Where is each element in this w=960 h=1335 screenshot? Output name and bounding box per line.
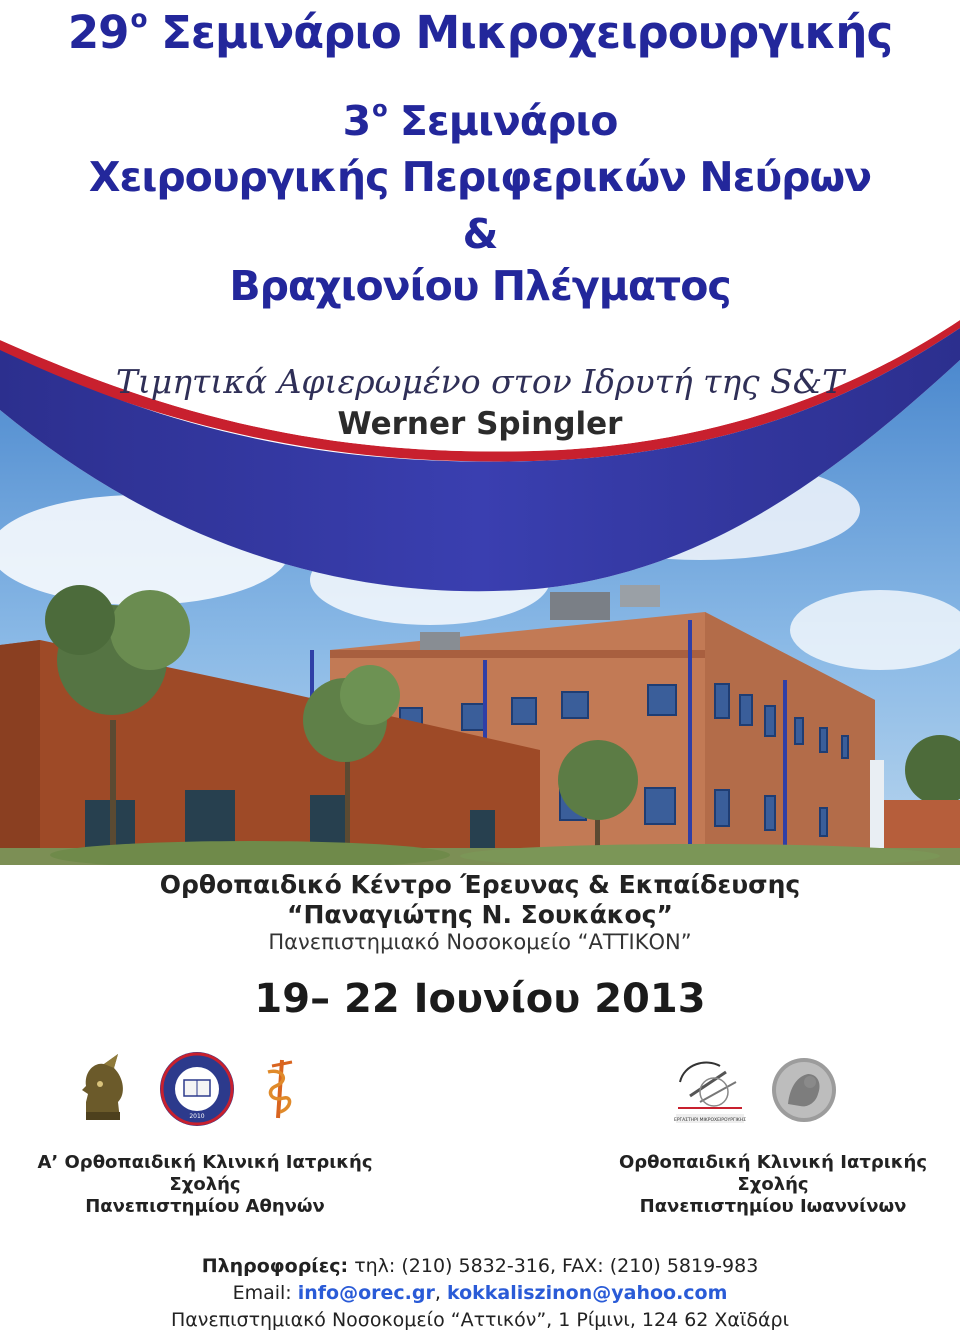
- subtitle-seminar-ordinal: ο: [372, 96, 387, 122]
- athens-clinic-line-2: Πανεπιστημίου Αθηνών: [85, 1196, 325, 1217]
- athens-clinic: [20, 1152, 390, 1218]
- info-label: Πληροφορίες:: [201, 1255, 349, 1277]
- title-line-2: [0, 96, 960, 145]
- contact-phone: [0, 1255, 960, 1277]
- phone-fax: τηλ: (210) 5832-316, FAX: (210) 5819-983: [354, 1255, 759, 1277]
- ioannina-clinic-line-2: Πανεπιστημίου Ιωαννίνων: [639, 1196, 907, 1217]
- contact-address: Πανεπιστημιακό Νοσοκομείο “Αττικόν”, 1 Ρίμινι, 124 62 Χαϊδάρι: [170, 1309, 790, 1331]
- ioannina-clinic-line-1: Ορθοπαιδική Κλινική Ιατρικής Σχολής: [618, 1152, 927, 1195]
- seal-year: 2010: [189, 1113, 205, 1120]
- athens-clinic-line-1: Α’ Ορθοπαιδική Κλινική Ιατρικής Σχολής: [37, 1152, 373, 1195]
- email-label: Email:: [232, 1282, 292, 1304]
- microsurgery-lab-logo: [670, 1052, 750, 1126]
- title-line-1: [0, 4, 960, 59]
- event-dates: 19– 22 Ιουνίου 2013: [254, 976, 706, 1022]
- ioannina-clinic: [588, 1152, 958, 1218]
- micro-lab-text: ΕΡΓΑΣΤΗΡΙ ΜΙΚΡΟΧΕΙΡΟΥΡΓΙΚΗΣ: [674, 1118, 746, 1123]
- email-link-orec[interactable]: info@orec.gr: [297, 1282, 435, 1304]
- athena-helmet-logo: [78, 1050, 128, 1122]
- title-line-4: &: [462, 210, 498, 258]
- subtitle-seminar-word: Σεμινάριο: [399, 97, 618, 146]
- contact-email: [0, 1282, 960, 1304]
- title-line-5: Βραχιονίου Πλέγματος: [229, 262, 731, 310]
- ancient-coin-logo: [770, 1056, 838, 1124]
- hospital-name: Πανεπιστημιακό Νοσοκομείο “ΑΤΤΙΚΟΝ”: [268, 930, 692, 954]
- honoree-name: Werner Spingler: [337, 406, 623, 442]
- email-link-kokkalis[interactable]: kokkaliszinon@yahoo.com: [446, 1282, 728, 1304]
- email-separator: ,: [434, 1282, 441, 1304]
- centre-name: Ορθοπαιδικό Κέντρο Έρευνας & Εκπαίδευσης: [159, 870, 801, 899]
- subtitle-seminar-number: 3: [342, 97, 371, 146]
- title-seminar-ordinal: ο: [130, 4, 147, 33]
- caduceus-logo: [262, 1058, 300, 1120]
- title-line-3: Χειρουργικής Περιφερικών Νεύρων: [88, 153, 872, 201]
- centre-honoree: “Παναγιώτης Ν. Σουκάκος”: [287, 900, 673, 929]
- title-seminar-name: Σεμινάριο Μικροχειρουργικής: [161, 6, 893, 60]
- research-centre-seal-logo: [158, 1050, 236, 1128]
- dedication-text: Τιμητικά Αφιερωμένο στον Ιδρυτή της S&T: [115, 362, 845, 401]
- title-seminar-number: 29: [67, 6, 129, 60]
